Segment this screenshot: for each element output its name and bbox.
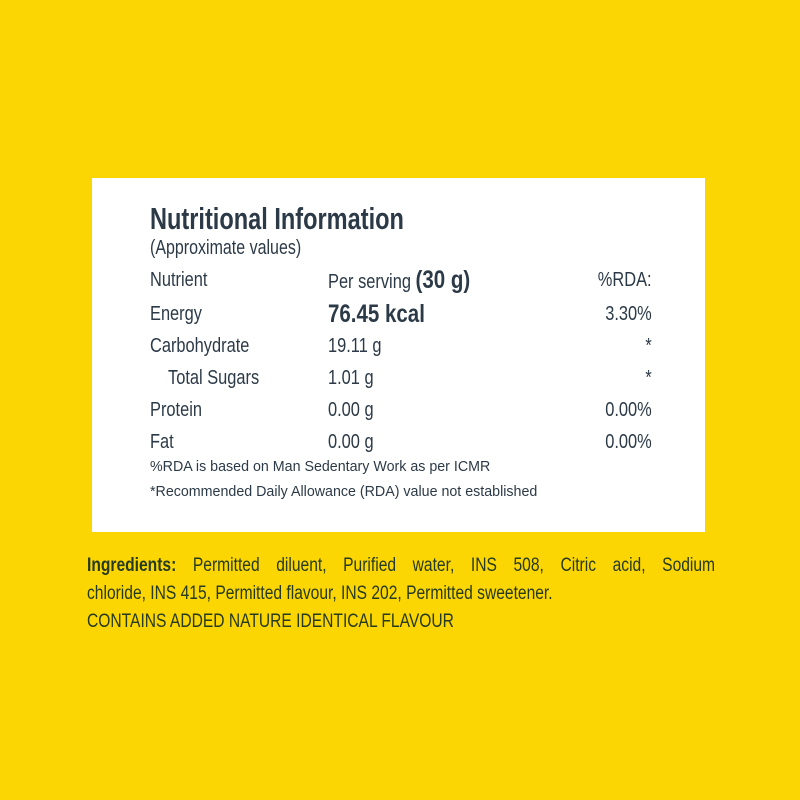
table-header-row [92, 268, 705, 294]
nutrition-title [150, 203, 484, 234]
footnote-rda-not-established-text: *Recommended Daily Allowance (RDA) value not established [150, 483, 538, 500]
nutrition-subtitle-text: (Approximate values) [150, 237, 302, 259]
total-sugars-name: Total Sugars [168, 367, 260, 389]
header-per-serving-cell [328, 268, 501, 294]
table-row-total-sugars [92, 366, 705, 392]
header-rda-label: %RDA: [598, 269, 652, 291]
table-row-carbohydrate [92, 334, 705, 360]
table-row-protein [92, 398, 705, 424]
table-row-fat [92, 430, 705, 456]
ingredients-line-1-text: Permitted diluent, Purified water, INS 508, Citric acid, Sodium [176, 555, 716, 576]
nutrition-title-text: Nutritional Information [150, 201, 404, 236]
protein-rda-cell [595, 398, 652, 422]
ingredients-line-2: chloride, INS 415, Permitted flavour, INS 202, Permitted sweetener. [87, 583, 553, 604]
table-row-energy [92, 302, 705, 328]
nutrition-subtitle [150, 236, 339, 260]
fat-rda: 0.00% [605, 431, 652, 453]
footnote-rda-basis [150, 457, 508, 477]
ingredients-section [87, 552, 715, 636]
protein-value: 0.00 g [328, 399, 374, 421]
fat-rda-cell [595, 430, 652, 454]
header-per-serving-label: Per serving [328, 271, 416, 293]
ingredients-line-1 [87, 552, 715, 580]
ingredients-label: Ingredients: [87, 555, 177, 576]
protein-name: Protein [150, 399, 202, 421]
carbohydrate-rda: * [645, 335, 652, 357]
total-sugars-value-cell [328, 366, 384, 390]
energy-rda-cell [595, 302, 652, 326]
total-sugars-rda: * [645, 367, 652, 389]
fat-name: Fat [150, 431, 174, 453]
fat-value-cell [328, 430, 384, 454]
carbohydrate-name-cell [150, 334, 271, 358]
total-sugars-value: 1.01 g [328, 367, 374, 389]
energy-name-cell [150, 302, 213, 326]
carbohydrate-value-cell [328, 334, 393, 358]
energy-value: 76.45 kcal [328, 300, 425, 328]
total-sugars-name-cell [168, 366, 279, 390]
header-nutrient-cell [150, 268, 220, 292]
energy-rda: 3.30% [605, 303, 652, 325]
carbohydrate-rda-cell [644, 334, 652, 358]
footnote-rda-not-established [150, 482, 558, 502]
fat-value: 0.00 g [328, 431, 374, 453]
contains-flavour-statement: CONTAINS ADDED NATURE IDENTICAL FLAVOUR [87, 611, 454, 632]
header-nutrient-label: Nutrient [150, 269, 208, 291]
ingredients-text-block [87, 552, 715, 636]
energy-value-cell [328, 302, 446, 328]
carbohydrate-name: Carbohydrate [150, 335, 250, 357]
footnote-rda-basis-text: %RDA is based on Man Sedentary Work as per ICMR [150, 458, 491, 475]
header-rda-cell [586, 268, 652, 292]
carbohydrate-value: 19.11 g [328, 335, 382, 357]
header-serving-size: (30 g) [415, 266, 471, 294]
protein-value-cell [328, 398, 384, 422]
protein-name-cell [150, 398, 213, 422]
total-sugars-rda-cell [644, 366, 652, 390]
energy-name: Energy [150, 303, 202, 325]
fat-name-cell [150, 430, 179, 454]
nutrition-panel [92, 178, 705, 532]
protein-rda: 0.00% [605, 399, 652, 421]
